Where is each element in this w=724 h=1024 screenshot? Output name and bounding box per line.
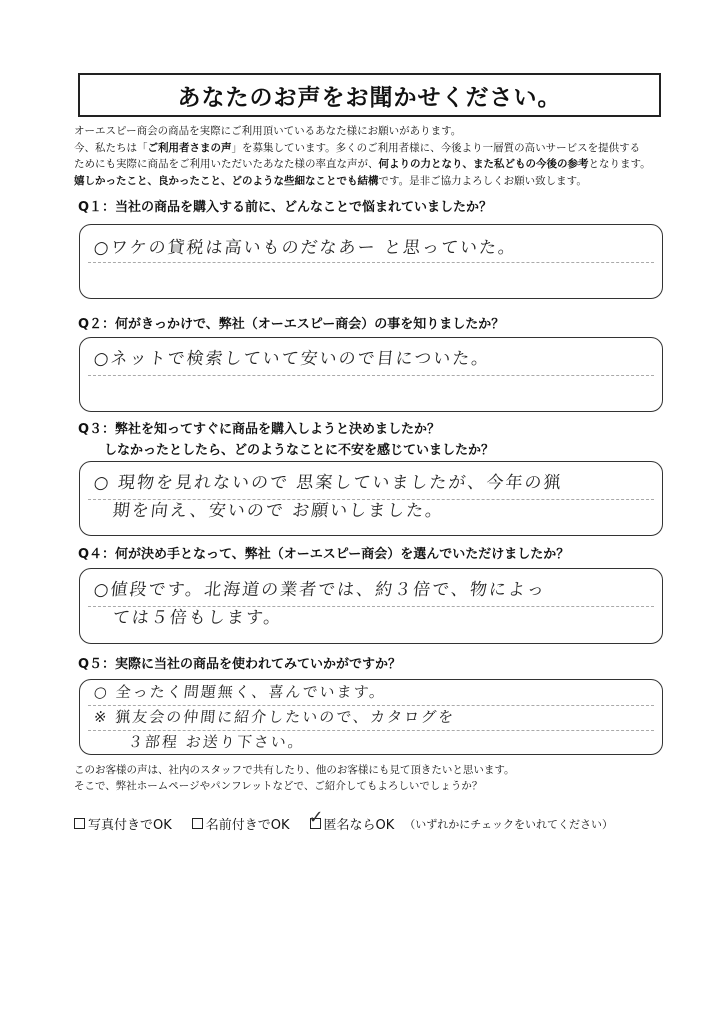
option-name-label: 名前付きでOK: [205, 818, 290, 833]
answer-5-line-2: ※ 猟友会の仲間に紹介したいので、カタログを: [93, 708, 456, 726]
question-1: [78, 197, 492, 218]
question-5: [78, 654, 401, 675]
question-1-text: Q１：当社の商品を購入する前に、どんなことで悩まれていましたか？: [78, 200, 493, 215]
check-mark-icon: ✓: [308, 807, 324, 828]
question-3-text-2: しなかったとしたら、どのようなことに不安を感じていましたか？: [78, 443, 495, 458]
answer-2-line-1: ○ネットで検索していて安いので目についた。: [92, 349, 492, 369]
question-5-text: Q５：実際に当社の商品を使われてみていかがですか？: [78, 657, 402, 672]
answer-box-5[interactable]: [79, 679, 663, 755]
option-photo-label: 写真付きでOK: [88, 818, 172, 833]
footer-line-1: このお客様の声は、社内のスタッフで共有したり、他のお客様にも見て頂きたいと思います。: [74, 764, 515, 776]
intro-line-2: [74, 140, 674, 157]
answer-4-line-1: ○値段です。北海道の業者では、約３倍で、物によっ: [92, 580, 547, 600]
intro-line-3b: 何よりの力となり、また私どもの今後の参考: [378, 158, 589, 170]
question-3: [78, 419, 494, 461]
answer-3-line-2: 期を向え、安いので お願いしました。: [92, 501, 446, 521]
answer-4-line-2: ては５倍もします。: [92, 608, 284, 628]
checkbox-photo[interactable]: [74, 818, 85, 829]
answer-rule: [88, 375, 654, 376]
answer-3-line-1: ○ 現物を見れないので 思案していましたが、今年の猟: [92, 473, 564, 493]
footer-text: [74, 762, 514, 794]
intro-line-2c: 」を募集しています。多くのご利用者様に、今後より一層質の高いサービスを提供する: [231, 141, 641, 154]
option-anonymous-label: 匿名ならOK: [323, 818, 395, 833]
intro-line-2b: ご利用者さまの声: [147, 141, 232, 154]
answer-rule: [88, 262, 654, 263]
answer-box-3[interactable]: [79, 461, 663, 536]
answer-box-4[interactable]: [79, 568, 663, 644]
answer-5-line-1: ○ 全ったく問題無く、喜んでいます。: [93, 683, 388, 701]
intro-line-3a: ためにも実際に商品をご利用いただいたあなた様の率直な声が、: [74, 158, 379, 170]
question-2-text: Q２：何がきっかけで、弊社（オーエスピー商会）の事を知りましたか？: [78, 317, 505, 332]
intro-line-3c: となります。: [588, 158, 651, 170]
question-4: [78, 544, 569, 565]
footer-line-2: そこで、弊社ホームページやパンフレットなどで、ご紹介してもよろしいでしょうか？: [74, 780, 483, 792]
intro-line-1: オーエスピー商会の商品を実際にご利用頂いているあなた様にお願いがあります。: [74, 125, 462, 137]
answer-box-1[interactable]: [79, 224, 663, 299]
checkbox-name[interactable]: [192, 818, 203, 829]
title-box: [78, 73, 661, 117]
option-photo-ok[interactable]: [74, 814, 172, 833]
option-name-ok[interactable]: [192, 814, 290, 833]
answer-5-line-3: ３部程 お送り下さい。: [93, 733, 306, 751]
intro-line-4b: です。是非ご協力よろしくお願い致します。: [378, 174, 587, 187]
answer-1-line-1: ○ワケの貸税は高いものだなあー と思っていた。: [92, 238, 519, 258]
option-anonymous-ok[interactable]: [308, 807, 395, 833]
intro-line-4: [74, 173, 674, 190]
intro-line-2a: 今、私たちは「: [74, 141, 148, 154]
question-2: [78, 314, 504, 335]
options-note: （いずれかにチェックをいれてください）: [404, 817, 613, 831]
answer-box-2[interactable]: [79, 337, 663, 412]
question-4-text: Q４：何が決め手となって、弊社（オーエスピー商会）を選んでいただけましたか？: [78, 547, 570, 562]
page-title: あなたのお声をお聞かせください。: [177, 84, 562, 111]
intro-line-4a: 嬉しかったこと、良かったこと、どのような些細なことでも結構: [74, 174, 379, 187]
intro-text: [74, 123, 674, 189]
checkbox-anonymous[interactable]: [308, 807, 324, 829]
question-3-text-1: Q３：弊社を知ってすぐに商品を購入しようと決めましたか？: [78, 422, 441, 437]
intro-line-3: [74, 156, 674, 173]
permission-options: [74, 807, 613, 833]
